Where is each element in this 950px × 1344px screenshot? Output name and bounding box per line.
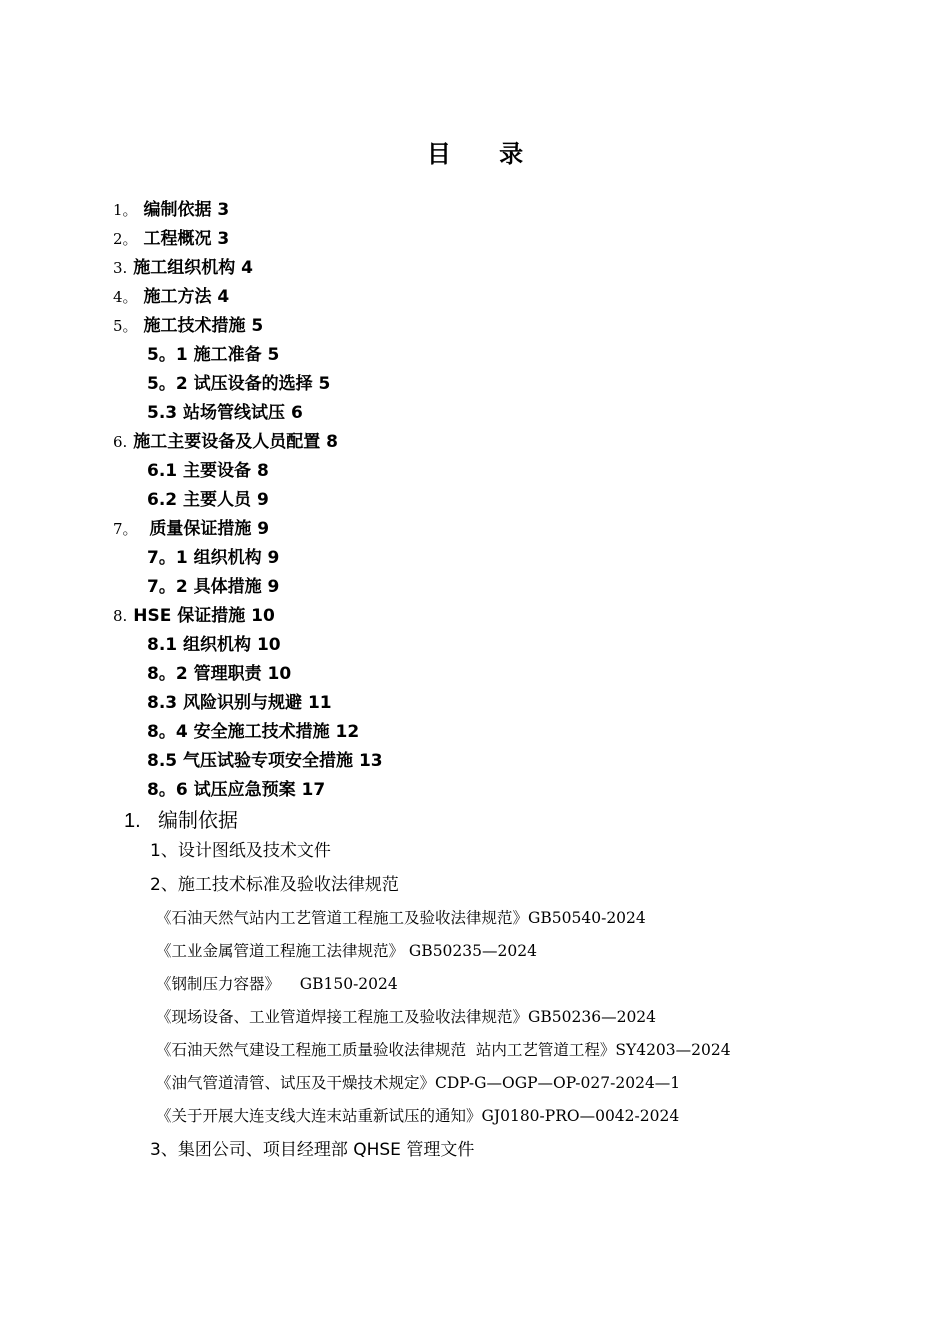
toc-entry[interactable] [0,515,950,544]
toc-entry-title: 施工技术措施 5 [143,316,264,336]
toc-entry[interactable] [0,631,950,660]
toc-entry[interactable] [0,660,950,689]
toc-entry-title: 8.5 气压试验专项安全措施 13 [147,751,383,771]
standard-item: 《钢制压力容器》 GB150-2024 [156,975,398,993]
toc-entry-title: 8。2 管理职责 10 [147,664,292,684]
toc-entry[interactable] [0,370,950,399]
toc-entry[interactable] [0,457,950,486]
toc-entry-title: 6.2 主要人员 9 [147,490,269,510]
toc-entry-title: 施工主要设备及人员配置 8 [133,432,338,452]
basis-item-1: 1、设计图纸及技术文件 [150,841,331,861]
toc-entry-title: 施工方法 4 [143,287,230,307]
toc-entry[interactable] [0,718,950,747]
section-number: 1. [124,810,141,832]
toc-entry[interactable] [0,776,950,805]
toc-entry-title: 7。1 组织机构 9 [147,548,280,568]
toc-title: 目 录 [426,140,544,168]
toc-entry-title: 5。2 试压设备的选择 5 [147,374,331,394]
toc-entry-title: 8.1 组织机构 10 [147,635,281,655]
toc-entry[interactable] [0,254,950,283]
toc-entry[interactable] [0,225,950,254]
basis-item-2: 2、施工技术标准及验收法律规范 [150,875,399,895]
toc-entry[interactable] [0,341,950,370]
toc-entry-number: 4。 [113,288,138,306]
toc-entry-title: 7。2 具体措施 9 [147,577,280,597]
toc-entry-title: 6.1 主要设备 8 [147,461,269,481]
toc-entry-number: 6. [113,433,128,451]
toc-entry-number: 7。 [113,520,138,538]
standard-item: 《石油天然气建设工程施工质量验收法律规范 站内工艺管道工程》SY4203—2024 [156,1041,731,1059]
toc-entry-title: 5。1 施工准备 5 [147,345,280,365]
toc-entry-number: 5。 [113,317,138,335]
toc-entry[interactable] [0,573,950,602]
toc-entry[interactable] [0,196,950,225]
table-of-contents [0,196,950,805]
toc-entry-title: 5.3 站场管线试压 6 [147,403,303,423]
section-body [0,834,950,1167]
toc-entry-number: 2。 [113,230,138,248]
toc-entry-title: HSE 保证措施 10 [133,606,275,626]
toc-entry-title: 8。6 试压应急预案 17 [147,780,326,800]
standard-item: 《现场设备、工业管道焊接工程施工及验收法律规范》GB50236—2024 [156,1008,657,1026]
toc-entry[interactable] [0,689,950,718]
toc-entry[interactable] [0,602,950,631]
toc-entry-number: 1。 [113,201,138,219]
toc-entry[interactable] [0,399,950,428]
standard-item: 《关于开展大连支线大连末站重新试压的通知》GJ0180-PRO—0042-2024 [156,1107,680,1125]
toc-entry[interactable] [0,312,950,341]
toc-entry-title: 8。4 安全施工技术措施 12 [147,722,360,742]
standard-item: 《石油天然气站内工艺管道工程施工及验收法律规范》GB50540-2024 [156,909,646,927]
toc-entry-title: 编制依据 3 [143,200,230,220]
toc-entry-number: 3. [113,259,128,277]
toc-entry-title: 8.3 风险识别与规避 11 [147,693,332,713]
section-heading [124,804,238,833]
toc-entry[interactable] [0,747,950,776]
basis-item-3: 3、集团公司、项目经理部 QHSE 管理文件 [150,1140,475,1160]
standard-item: 《工业金属管道工程施工法律规范》 GB50235—2024 [156,942,537,960]
toc-entry[interactable] [0,283,950,312]
toc-entry-number: 8. [113,607,128,625]
toc-entry[interactable] [0,544,950,573]
toc-entry-title: 施工组织机构 4 [133,258,253,278]
section-title: 编制依据 [158,808,238,832]
standard-item: 《油气管道清管、试压及干燥技术规定》CDP-G—OGP—OP-027-2024—1 [156,1074,681,1092]
toc-entry[interactable] [0,486,950,515]
toc-entry-title: 质量保证措施 9 [143,519,270,539]
toc-entry-title: 工程概况 3 [143,229,230,249]
toc-entry[interactable] [0,428,950,457]
